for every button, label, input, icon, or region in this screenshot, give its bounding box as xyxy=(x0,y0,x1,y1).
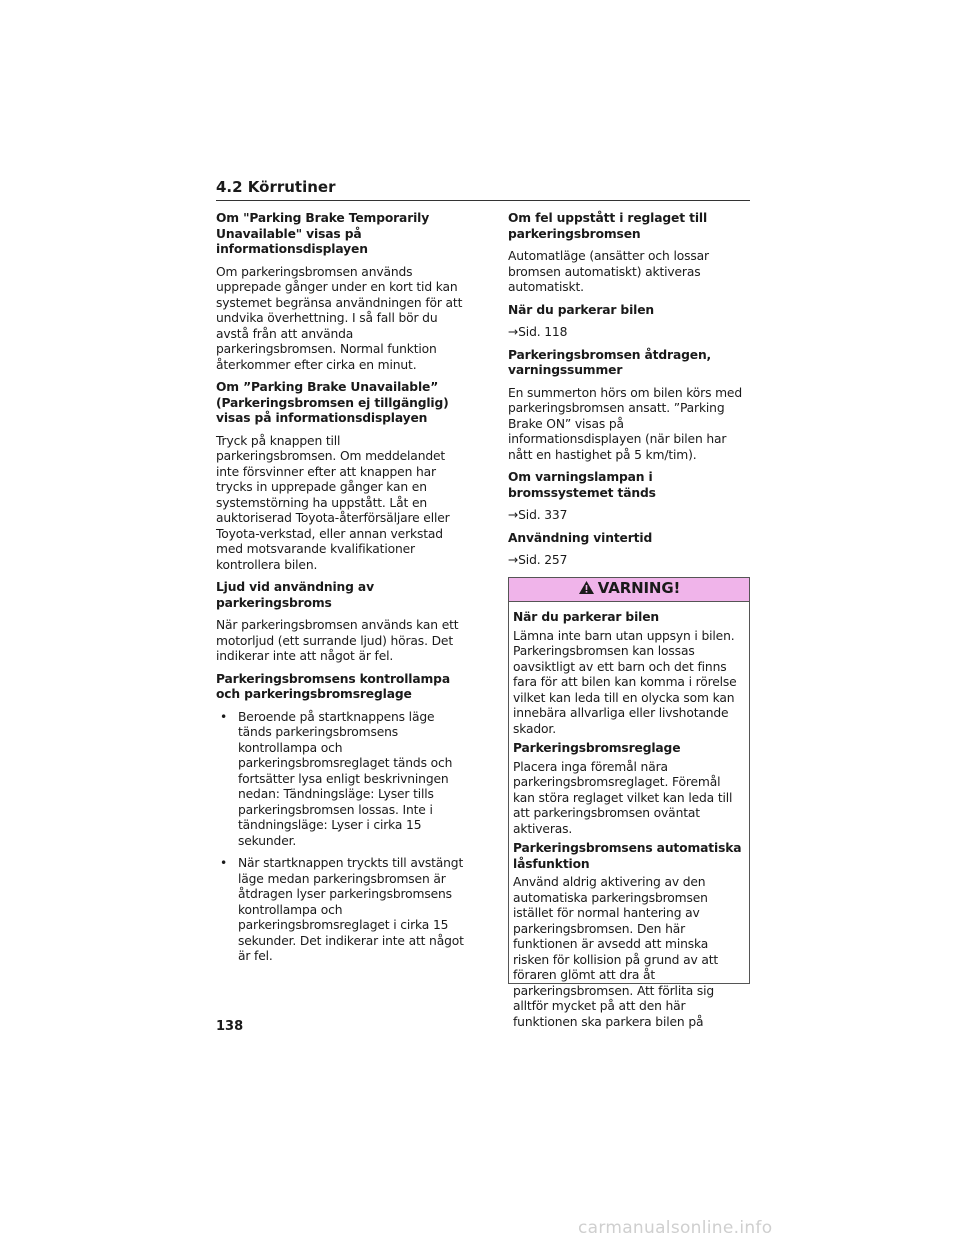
warning-paragraph-auto-lock: Använd aldrig aktivering av den automatiska parkeringsbromsen istället för normal hantering av parkeringsbromsen. Den här funktionen är avsedd att minska risken för kollision på grund av att föraren glömt att dra åt parkeringsbromsen. Att förlita sig alltför mycket på att den här funktionen ska parkera bilen på xyxy=(513,875,719,1029)
warning-heading-switch: Parkeringsbromsreglage xyxy=(513,741,681,755)
warning-header xyxy=(509,578,749,603)
heading-parking: När du parkerar bilen xyxy=(508,302,655,317)
heading-winter: Användning vintertid xyxy=(508,530,653,545)
arrow-right-icon: → xyxy=(508,508,519,522)
heading-indicator-lamp: Parkeringsbromsens kontrollampa och parkeringsbromsreglage xyxy=(216,671,450,701)
section-header: 4.2 Körrutiner xyxy=(216,178,750,201)
warning-body xyxy=(509,602,749,1030)
warning-paragraph-parking: Lämna inte barn utan uppsyn i bilen. Parkeringsbromsen kan lossas oavsiktligt av ett barn och det finns fara för att bilen kan komma i rörelse vilket kan leda till en olycka som kan innebära allvarliga eller livshotande skador. xyxy=(513,628,737,736)
warning-heading-parking: När du parkerar bilen xyxy=(513,610,660,624)
paragraph-switch-fault: Automatläge (ansätter och lossar bromsen automatiskt) aktiveras automatiskt. xyxy=(508,249,709,294)
warning-triangle-icon xyxy=(578,580,595,599)
reference-text: Sid. 118 xyxy=(518,325,568,339)
heading-warning-lamp: Om varningslampan i bromssystemet tänds xyxy=(508,470,656,500)
page-number: 138 xyxy=(216,1019,244,1034)
left-column xyxy=(216,211,464,972)
paragraph-buzzer: En summerton hörs om bilen körs med parkeringsbromsen ansatt. ”Parking Brake ON” visas på informationsdisplayen (när bilen har nått en hastighet på 5 km/tim). xyxy=(508,385,742,462)
indicator-bullet-list xyxy=(216,710,464,965)
arrow-right-icon: → xyxy=(508,553,519,567)
watermark: carmanualsonline.info xyxy=(578,1218,773,1238)
paragraph-sound: När parkeringsbromsen används kan ett motorljud (ett surrande ljud) höras. Det indikerar inte att något är fel. xyxy=(216,618,459,663)
warning-box xyxy=(508,577,750,1029)
right-column xyxy=(508,211,752,1029)
page-reference-parking[interactable] xyxy=(508,325,752,341)
reference-text: Sid. 337 xyxy=(518,508,568,522)
paragraph-temporarily-unavailable: Om parkeringsbromsen används upprepade gånger under en kort tid kan systemet begränsa användningen för att undvika överhettning. I så fall bör du avstå från att använda parkeringsbromsen. Normal funktion återkommer efter cirka en minut. xyxy=(216,264,463,372)
arrow-right-icon: → xyxy=(508,325,519,339)
heading-switch-fault: Om fel uppstått i reglaget till parkeringsbromsen xyxy=(508,211,708,241)
heading-temporarily-unavailable: Om "Parking Brake Temporarily Unavailable" visas på informationsdisplayen xyxy=(216,211,430,256)
paragraph-unavailable: Tryck på knappen till parkeringsbromsen. Om meddelandet inte försvinner efter att knappen har trycks in upprepade gånger kan en systemstörning ha uppstått. Låt en auktoriserad Toyota-återförsäljare eller Toyota-verkstad, eller annan verkstad med motsvarande kvalifikationer kontrollera bilen. xyxy=(216,433,450,572)
list-item: • Beroende på startknappens läge tänds parkeringsbromsens kontrollampa och parkeringsbromsreglaget tänds och fortsätter lysa enligt beskrivningen nedan: Tändningsläge: Lyser tills parkeringsbromsen lossas. Inte i tändningsläge: Lyser i cirka 15 sekunder. xyxy=(216,710,464,850)
reference-text: Sid. 257 xyxy=(518,553,568,567)
heading-sound: Ljud vid användning av parkeringsbroms xyxy=(216,580,374,610)
warning-paragraph-switch: Placera inga föremål nära parkeringsbromsreglaget. Föremål kan störa reglaget vilket kan leda till att parkeringsbromsen oväntat aktiveras. xyxy=(513,759,733,836)
page-reference-warning-lamp[interactable] xyxy=(508,508,752,524)
heading-buzzer: Parkeringsbromsen åtdragen, varningssummer xyxy=(508,347,712,377)
list-item: • När startknappen tryckts till avstängt läge medan parkeringsbromsen är åtdragen lyser parkeringsbromsens kontrollampa och parkeringsbromsreglaget i cirka 15 sekunder. Det indikerar inte att något är fel. xyxy=(216,856,464,965)
heading-unavailable: Om ”Parking Brake Unavailable” (Parkeringsbromsen ej tillgänglig) visas på informationsdisplayen xyxy=(216,380,449,425)
warning-label: VARNING! xyxy=(597,578,681,597)
page-reference-winter[interactable] xyxy=(508,553,752,569)
warning-heading-auto-lock: Parkeringsbromsens automatiska låsfunktion xyxy=(513,841,742,871)
